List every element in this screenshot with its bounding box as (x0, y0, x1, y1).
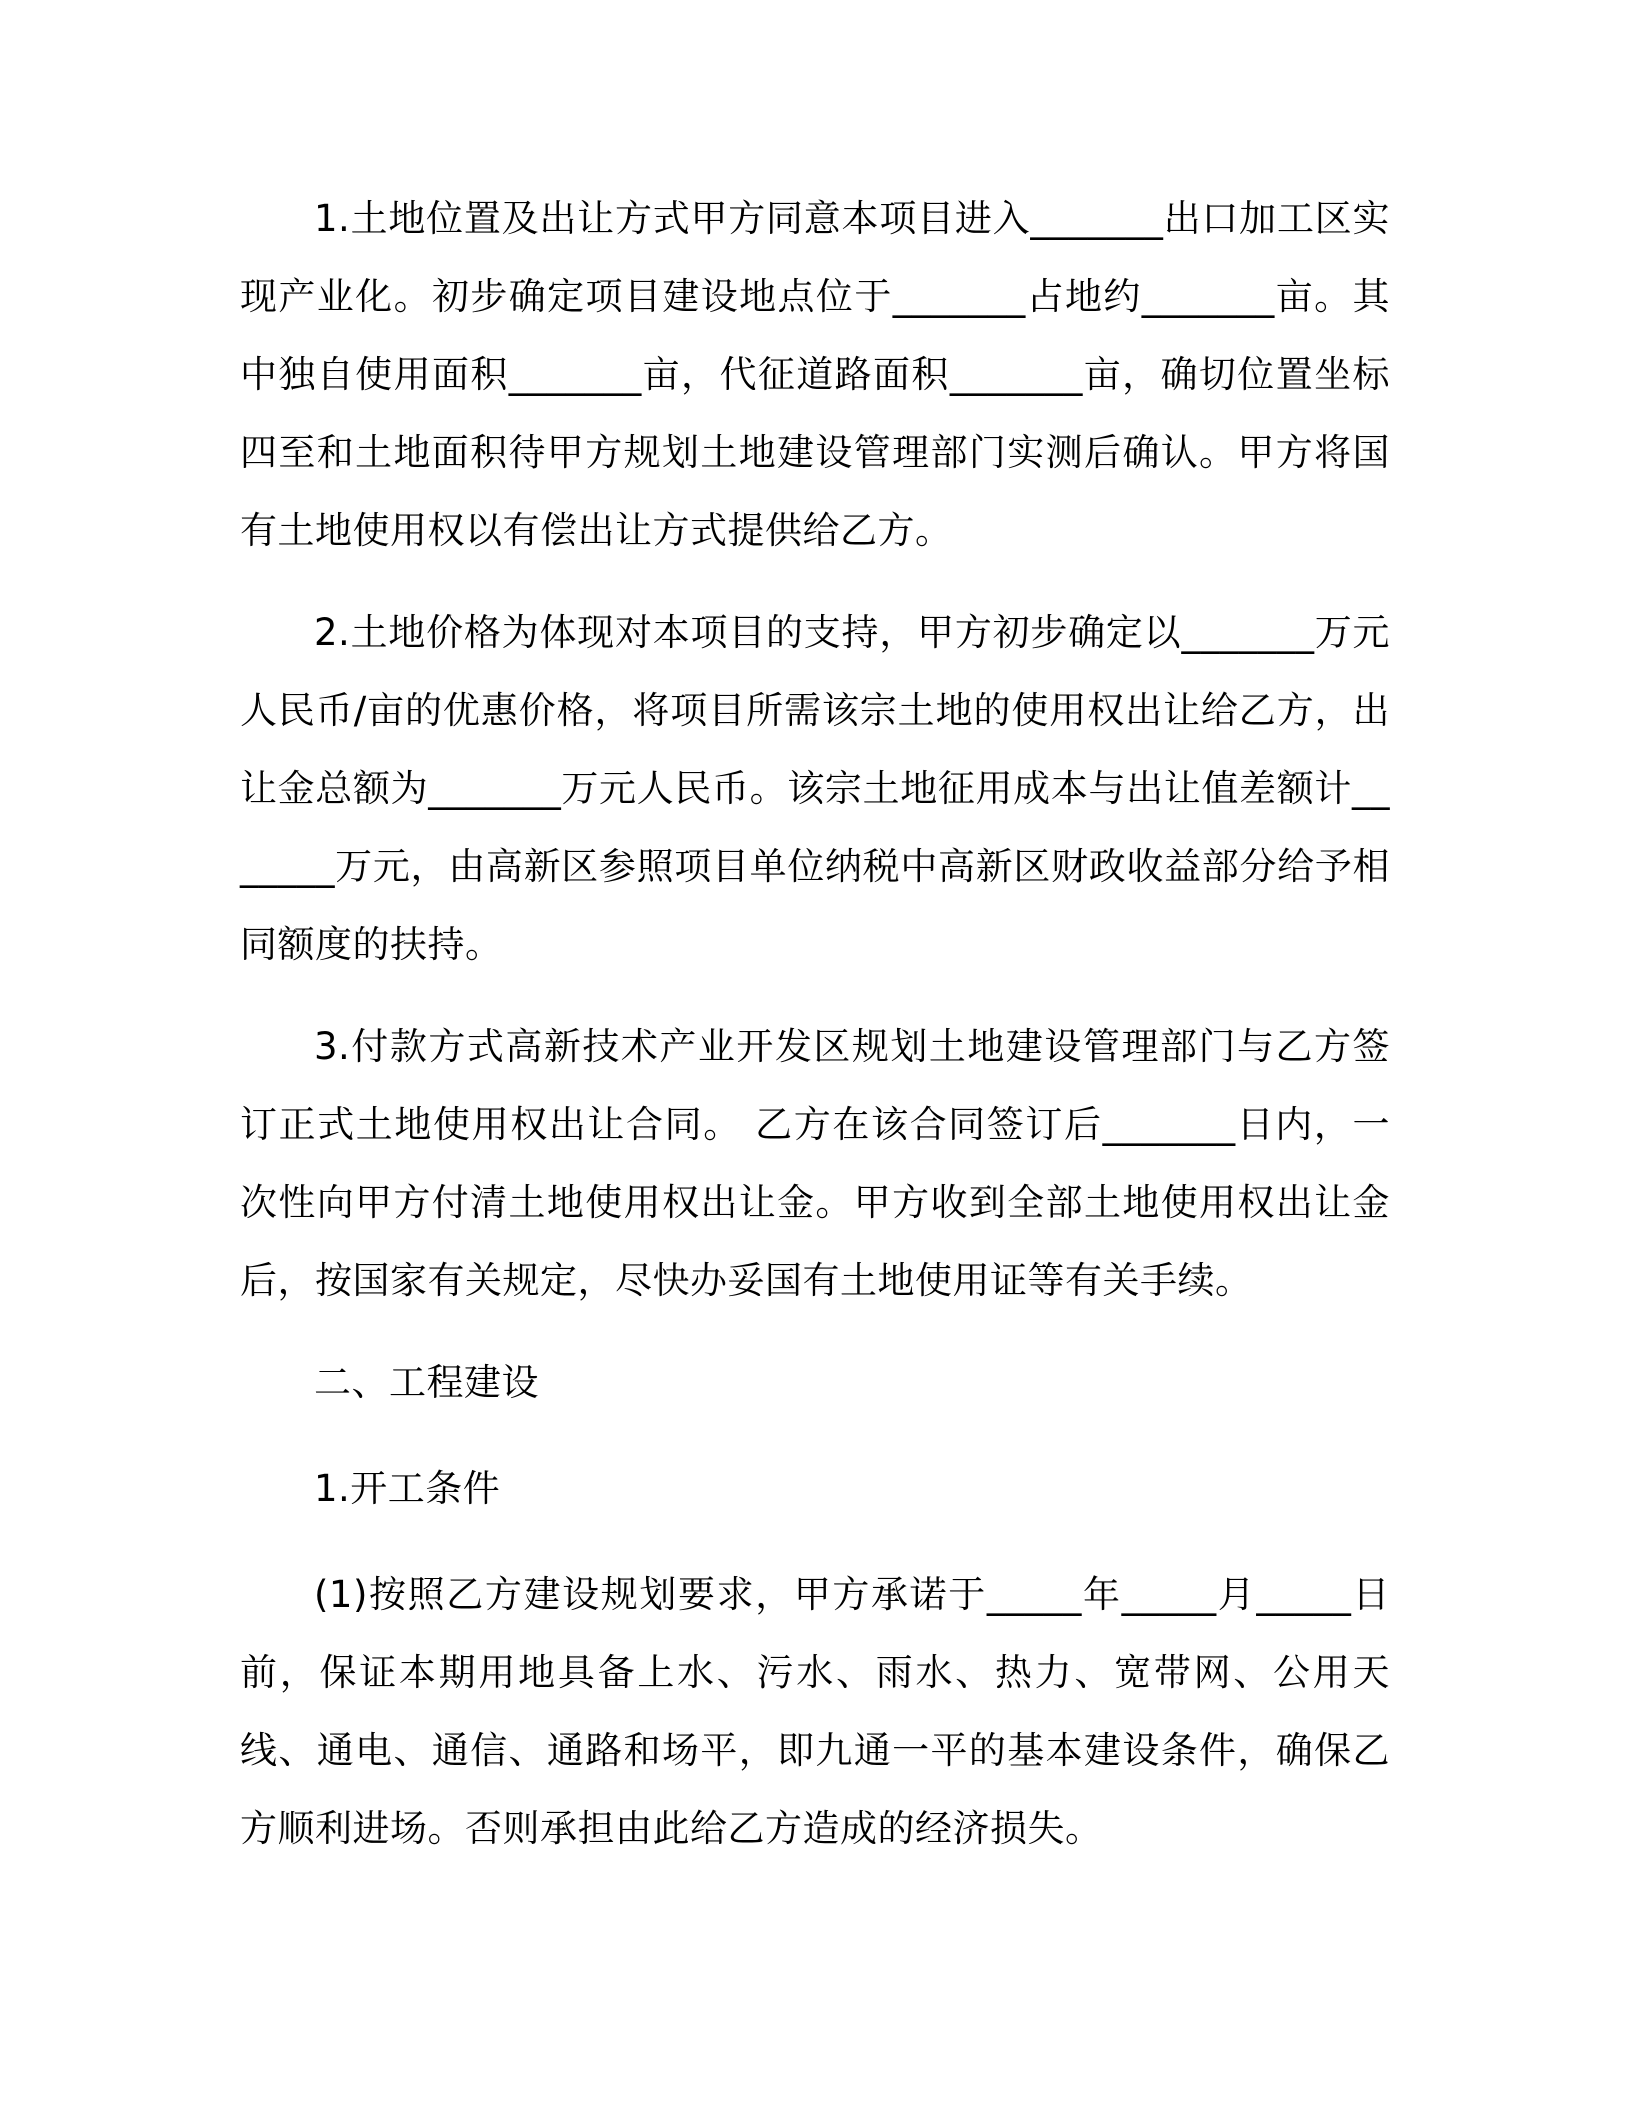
document-page (240, 180, 1390, 1892)
paragraph-start-conditions-1: (1)按照乙方建设规划要求，甲方承诺于_____年_____月_____日前，保证本期用地具备上水、污水、雨水、热力、宽带网、公用天线、通电、通信、通路和场平，即九通一平的基本建设条件，确保乙方顺利进场。否则承担由此给乙方造成的经济损失。 (240, 1573, 1390, 1850)
subheading-start-conditions: 1.开工条件 (314, 1467, 501, 1510)
paragraph-land-price: 2.土地价格为体现对本项目的支持，甲方初步确定以_______万元人民币/亩的优惠价格，将项目所需该宗土地的使用权出让给乙方，出让金总额为_______万元人民币。该宗土地征用成本与出让值差额计_______万元，由高新区参照项目单位纳税中高新区财政收益部分给予相同额度的扶持。 (240, 611, 1390, 966)
section-heading-construction: 二、工程建设 (314, 1361, 539, 1404)
paragraph-land-location: 1.土地位置及出让方式甲方同意本项目进入_______出口加工区实现产业化。初步确定项目建设地点位于_______占地约_______亩。其中独自使用面积_______亩，代征道路面积_______亩，确切位置坐标四至和土地面积待甲方规划土地建设管理部门实测后确认。甲方将国有土地使用权以有偿出让方式提供给乙方。 (240, 197, 1390, 552)
paragraph-payment-method: 3.付款方式高新技术产业开发区规划土地建设管理部门与乙方签订正式土地使用权出让合同。 乙方在该合同签订后_______日内，一次性向甲方付清土地使用权出让金。甲方收到全部土地使用权出让金后，按国家有关规定，尽快办妥国有土地使用证等有关手续。 (240, 1025, 1390, 1302)
